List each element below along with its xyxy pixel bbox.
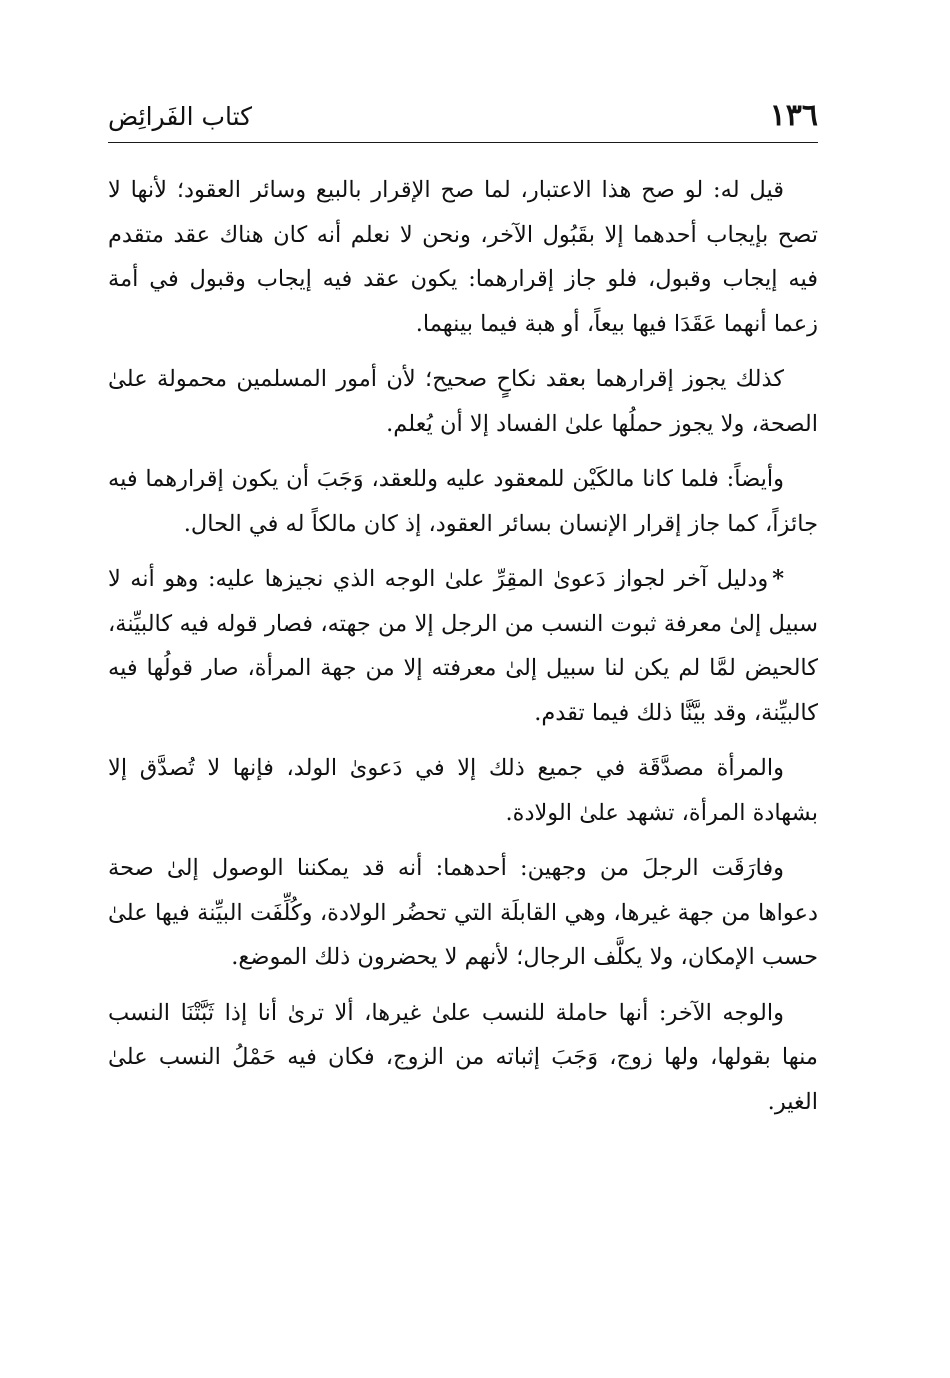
paragraph-7-text: والوجه الآخر: أنها حاملة للنسب علىٰ غيرها، ألا ترىٰ أنا إذا ثَبَّتْنَا النسب منها بقولها، ولها زوج، وَجَبَ إثباته من الزوج، فكان فيه حَمْلُ النسب علىٰ الغير. bbox=[108, 999, 818, 1115]
paragraph-4 bbox=[108, 557, 818, 735]
paragraph-3-text: وأيضاً: فلما كانا مالكَيْن للمعقود عليه وللعقد، وَجَبَ أن يكون إقرارهما فيه جائزاً، كما جاز إقرار الإنسان بسائر العقود، إذ كان مالكاً له في الحال. bbox=[108, 466, 818, 537]
page-number: ١٣٦ bbox=[769, 98, 818, 133]
paragraph-1 bbox=[108, 168, 818, 346]
paragraph-2 bbox=[108, 357, 818, 446]
paragraph-5-text: والمرأة مصدَّقَة في جميع ذلك إلا في دَعوىٰ الولد، فإنها لا تُصدَّق إلا بشهادة المرأة، تشهد علىٰ الولادة. bbox=[108, 755, 818, 826]
paragraph-5 bbox=[108, 746, 818, 835]
asterisk-marker: * bbox=[772, 566, 784, 592]
running-title: كتاب الفَرائِض bbox=[108, 102, 253, 131]
paragraph-3 bbox=[108, 457, 818, 546]
page-header bbox=[108, 96, 818, 143]
paragraph-1-text: قيل له: لو صح هذا الاعتبار، لما صح الإقرار بالبيع وسائر العقود؛ لأنها لا تصح بإيجاب أحدهما إلا بقَبُول الآخر، ونحن لا نعلم أنه كان هناك عقد متقدم فيه إيجاب وقبول، فلو جاز إقرارهما: يكون عقد فيه إيجاب وقبول في أمة زعما أنهما عَقَدَا فيها بيعاً، أو هبة فيما بينهما. bbox=[108, 177, 818, 337]
paragraph-6-text: وفارَقَت الرجلَ من وجهين: أحدهما: أنه قد يمكننا الوصول إلىٰ صحة دعواها من جهة غيرها، وهي القابلَة التي تحضُر الولادة، وكُلِّفَت البيِّنة فيها علىٰ حسب الإمكان، ولا يكلَّف الرجال؛ لأنهم لا يحضرون ذلك الموضع. bbox=[108, 855, 818, 970]
paragraph-4-text: ودليل آخر لجواز دَعوىٰ المقِرِّ علىٰ الوجه الذي نجيزها عليه: وهو أنه لا سبيل إلىٰ معرفة ثبوت النسب من الرجل إلا من جهته، فصار قوله فيه كالبيِّنة، كالحيض لمَّا لم يكن لنا سبيل إلىٰ معرفته إلا من جهة المرأة، صار قولُها فيه كالبيِّنة، وقد بيَّنَّا ذلك فيما تقدم. bbox=[108, 566, 818, 726]
paragraph-7 bbox=[108, 991, 818, 1125]
body-text bbox=[108, 168, 818, 1135]
paragraph-6 bbox=[108, 846, 818, 980]
paragraph-2-text: كذلك يجوز إقرارهما بعقد نكاحٍ صحيح؛ لأن أمور المسلمين محمولة علىٰ الصحة، ولا يجوز حملُها علىٰ الفساد إلا أن يُعلم. bbox=[108, 366, 818, 437]
